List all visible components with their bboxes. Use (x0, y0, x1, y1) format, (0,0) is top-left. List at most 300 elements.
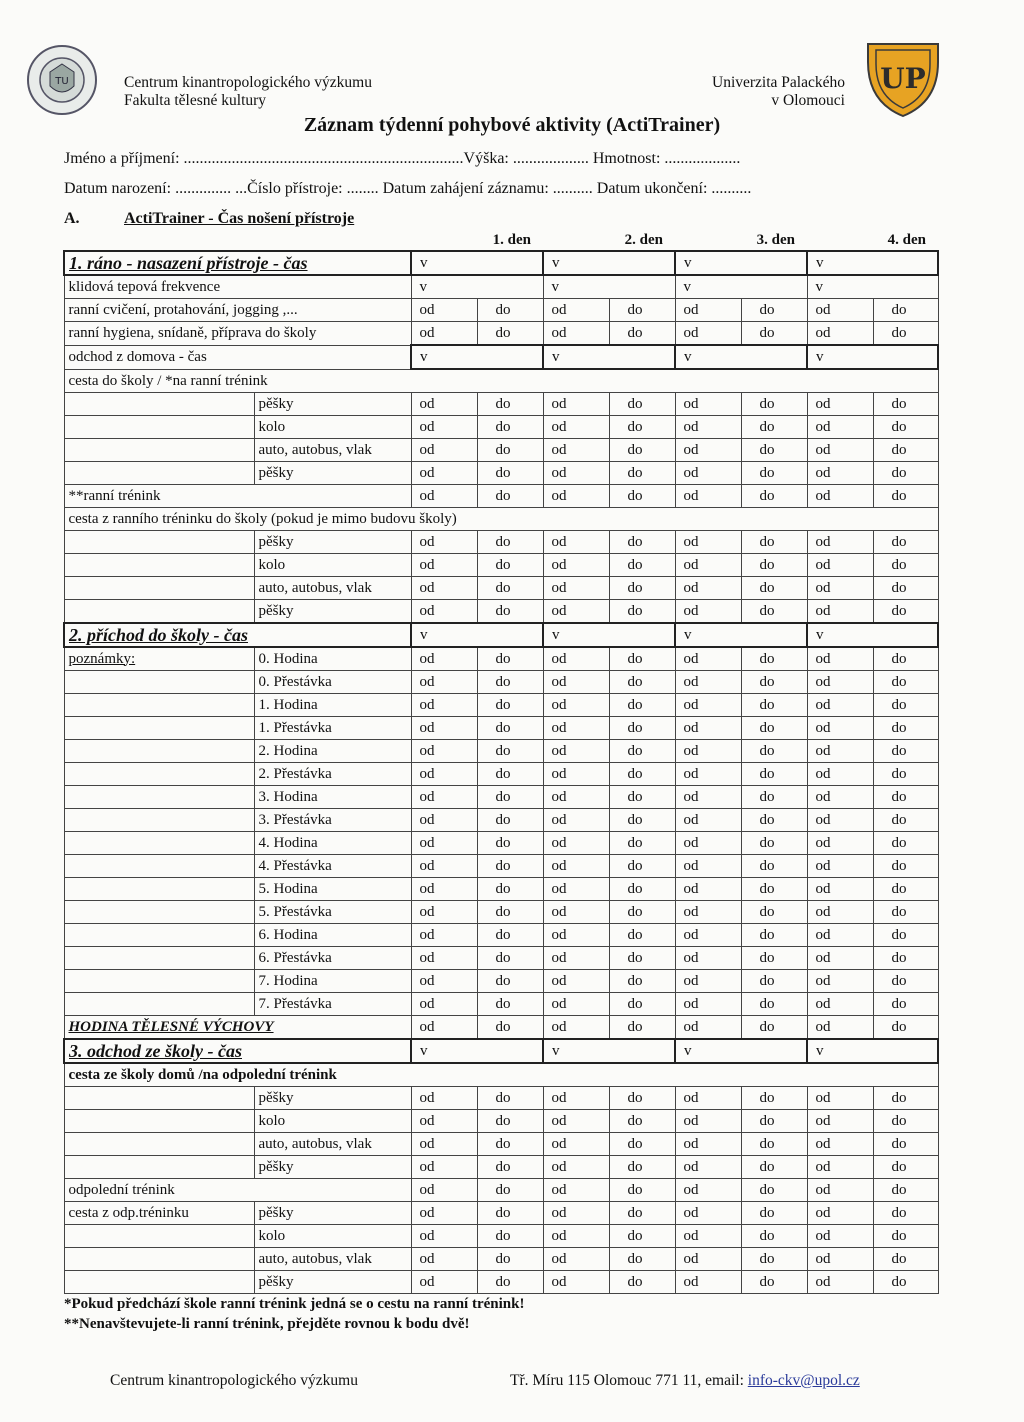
do-field[interactable]: do (741, 531, 807, 554)
od-field[interactable]: od (543, 901, 609, 924)
od-field[interactable]: od (675, 1110, 741, 1133)
do-field[interactable]: do (741, 947, 807, 970)
od-field[interactable]: od (543, 462, 609, 485)
do-field[interactable]: do (741, 855, 807, 878)
do-field[interactable]: do (873, 717, 938, 740)
do-field[interactable]: do (477, 416, 543, 439)
do-field[interactable]: do (477, 554, 543, 577)
time-field[interactable]: v (543, 345, 675, 369)
od-field[interactable]: od (807, 1179, 873, 1202)
do-field[interactable]: do (477, 970, 543, 993)
od-field[interactable]: od (411, 1225, 477, 1248)
od-field[interactable]: od (543, 878, 609, 901)
od-field[interactable]: od (543, 1271, 609, 1294)
do-field[interactable]: do (741, 878, 807, 901)
do-field[interactable]: do (873, 855, 938, 878)
time-field[interactable]: v (807, 251, 938, 275)
od-field[interactable]: od (411, 671, 477, 694)
do-field[interactable]: do (609, 1133, 675, 1156)
od-field[interactable]: od (807, 1248, 873, 1271)
od-field[interactable]: od (675, 809, 741, 832)
do-field[interactable]: do (609, 855, 675, 878)
od-field[interactable]: od (543, 439, 609, 462)
do-field[interactable]: do (873, 393, 938, 416)
do-field[interactable]: do (873, 439, 938, 462)
do-field[interactable]: do (477, 322, 543, 346)
do-field[interactable]: do (741, 299, 807, 322)
do-field[interactable]: do (477, 393, 543, 416)
do-field[interactable]: do (477, 901, 543, 924)
od-field[interactable]: od (807, 1110, 873, 1133)
od-field[interactable]: od (543, 763, 609, 786)
do-field[interactable]: do (609, 786, 675, 809)
od-field[interactable]: od (543, 740, 609, 763)
time-field[interactable]: v (411, 345, 543, 369)
od-field[interactable]: od (543, 671, 609, 694)
time-field[interactable]: v (675, 275, 807, 299)
do-field[interactable]: do (873, 970, 938, 993)
do-field[interactable]: do (741, 671, 807, 694)
od-field[interactable]: od (411, 924, 477, 947)
time-field[interactable]: v (675, 345, 807, 369)
od-field[interactable]: od (675, 901, 741, 924)
od-field[interactable]: od (807, 577, 873, 600)
od-field[interactable]: od (675, 577, 741, 600)
do-field[interactable]: do (741, 439, 807, 462)
do-field[interactable]: do (477, 577, 543, 600)
od-field[interactable]: od (543, 1225, 609, 1248)
do-field[interactable]: do (873, 322, 938, 346)
do-field[interactable]: do (477, 1202, 543, 1225)
od-field[interactable]: od (807, 600, 873, 624)
od-field[interactable]: od (807, 970, 873, 993)
do-field[interactable]: do (741, 393, 807, 416)
od-field[interactable]: od (807, 299, 873, 322)
od-field[interactable]: od (543, 393, 609, 416)
od-field[interactable]: od (675, 1016, 741, 1040)
do-field[interactable]: do (609, 763, 675, 786)
od-field[interactable]: od (543, 1016, 609, 1040)
do-field[interactable]: do (477, 1087, 543, 1110)
do-field[interactable]: do (873, 694, 938, 717)
od-field[interactable]: od (411, 554, 477, 577)
do-field[interactable]: do (873, 901, 938, 924)
do-field[interactable]: do (873, 947, 938, 970)
od-field[interactable]: od (807, 1202, 873, 1225)
od-field[interactable]: od (675, 878, 741, 901)
od-field[interactable]: od (543, 1202, 609, 1225)
do-field[interactable]: do (477, 299, 543, 322)
do-field[interactable]: do (741, 809, 807, 832)
do-field[interactable]: do (609, 1110, 675, 1133)
od-field[interactable]: od (543, 970, 609, 993)
od-field[interactable]: od (675, 554, 741, 577)
od-field[interactable]: od (675, 647, 741, 671)
od-field[interactable]: od (675, 531, 741, 554)
od-field[interactable]: od (807, 717, 873, 740)
footer-email-link[interactable]: info-ckv@upol.cz (747, 1372, 860, 1389)
od-field[interactable]: od (675, 393, 741, 416)
od-field[interactable]: od (543, 832, 609, 855)
od-field[interactable]: od (411, 901, 477, 924)
do-field[interactable]: do (741, 462, 807, 485)
do-field[interactable]: do (609, 439, 675, 462)
do-field[interactable]: do (741, 322, 807, 346)
do-field[interactable]: do (873, 1248, 938, 1271)
do-field[interactable]: do (873, 1133, 938, 1156)
od-field[interactable]: od (411, 393, 477, 416)
do-field[interactable]: do (741, 694, 807, 717)
time-field[interactable]: v (675, 251, 807, 275)
od-field[interactable]: od (807, 901, 873, 924)
od-field[interactable]: od (675, 763, 741, 786)
do-field[interactable]: do (873, 1156, 938, 1179)
od-field[interactable]: od (807, 671, 873, 694)
do-field[interactable]: do (609, 577, 675, 600)
od-field[interactable]: od (675, 322, 741, 346)
do-field[interactable]: do (477, 1248, 543, 1271)
od-field[interactable]: od (543, 1248, 609, 1271)
od-field[interactable]: od (675, 832, 741, 855)
od-field[interactable]: od (675, 1271, 741, 1294)
do-field[interactable]: do (741, 1156, 807, 1179)
od-field[interactable]: od (807, 1225, 873, 1248)
do-field[interactable]: do (609, 1179, 675, 1202)
do-field[interactable]: do (609, 832, 675, 855)
do-field[interactable]: do (873, 924, 938, 947)
od-field[interactable]: od (675, 416, 741, 439)
od-field[interactable]: od (411, 694, 477, 717)
do-field[interactable]: do (477, 462, 543, 485)
od-field[interactable]: od (411, 970, 477, 993)
time-field[interactable]: v (543, 1039, 675, 1063)
do-field[interactable]: do (609, 1248, 675, 1271)
od-field[interactable]: od (807, 855, 873, 878)
od-field[interactable]: od (411, 1087, 477, 1110)
od-field[interactable]: od (675, 924, 741, 947)
od-field[interactable]: od (807, 740, 873, 763)
od-field[interactable]: od (543, 924, 609, 947)
do-field[interactable]: do (609, 717, 675, 740)
od-field[interactable]: od (675, 740, 741, 763)
od-field[interactable]: od (675, 970, 741, 993)
od-field[interactable]: od (807, 809, 873, 832)
do-field[interactable]: do (477, 924, 543, 947)
do-field[interactable]: do (873, 299, 938, 322)
do-field[interactable]: do (873, 462, 938, 485)
do-field[interactable]: do (609, 694, 675, 717)
do-field[interactable]: do (873, 416, 938, 439)
do-field[interactable]: do (609, 299, 675, 322)
do-field[interactable]: do (609, 671, 675, 694)
od-field[interactable]: od (807, 485, 873, 508)
do-field[interactable]: do (873, 1225, 938, 1248)
od-field[interactable]: od (807, 947, 873, 970)
od-field[interactable]: od (411, 485, 477, 508)
do-field[interactable]: do (477, 786, 543, 809)
od-field[interactable]: od (807, 694, 873, 717)
od-field[interactable]: od (411, 647, 477, 671)
do-field[interactable]: do (609, 322, 675, 346)
time-field[interactable]: v (675, 1039, 807, 1063)
do-field[interactable]: do (609, 924, 675, 947)
do-field[interactable]: do (873, 531, 938, 554)
od-field[interactable]: od (411, 855, 477, 878)
do-field[interactable]: do (741, 1202, 807, 1225)
time-field[interactable]: v (807, 623, 938, 647)
od-field[interactable]: od (807, 554, 873, 577)
od-field[interactable]: od (675, 1248, 741, 1271)
od-field[interactable]: od (543, 855, 609, 878)
do-field[interactable]: do (477, 1133, 543, 1156)
od-field[interactable]: od (807, 786, 873, 809)
od-field[interactable]: od (543, 809, 609, 832)
od-field[interactable]: od (807, 1087, 873, 1110)
do-field[interactable]: do (741, 600, 807, 624)
do-field[interactable]: do (477, 1225, 543, 1248)
do-field[interactable]: do (609, 554, 675, 577)
od-field[interactable]: od (411, 1202, 477, 1225)
od-field[interactable]: od (807, 647, 873, 671)
do-field[interactable]: do (609, 947, 675, 970)
od-field[interactable]: od (543, 947, 609, 970)
od-field[interactable]: od (675, 1179, 741, 1202)
od-field[interactable]: od (675, 485, 741, 508)
do-field[interactable]: do (609, 1271, 675, 1294)
do-field[interactable]: do (873, 671, 938, 694)
do-field[interactable]: do (873, 1271, 938, 1294)
do-field[interactable]: do (477, 1110, 543, 1133)
od-field[interactable]: od (675, 439, 741, 462)
od-field[interactable]: od (675, 947, 741, 970)
do-field[interactable]: do (477, 647, 543, 671)
do-field[interactable]: do (609, 1156, 675, 1179)
od-field[interactable]: od (411, 1110, 477, 1133)
do-field[interactable]: do (477, 763, 543, 786)
od-field[interactable]: od (543, 577, 609, 600)
od-field[interactable]: od (807, 439, 873, 462)
od-field[interactable]: od (807, 878, 873, 901)
od-field[interactable]: od (411, 416, 477, 439)
do-field[interactable]: do (609, 1225, 675, 1248)
do-field[interactable]: do (609, 1087, 675, 1110)
do-field[interactable]: do (477, 1271, 543, 1294)
do-field[interactable]: do (477, 740, 543, 763)
do-field[interactable]: do (873, 993, 938, 1016)
do-field[interactable]: do (609, 809, 675, 832)
od-field[interactable]: od (543, 416, 609, 439)
od-field[interactable]: od (675, 1087, 741, 1110)
do-field[interactable]: do (477, 993, 543, 1016)
od-field[interactable]: od (411, 531, 477, 554)
od-field[interactable]: od (675, 1202, 741, 1225)
do-field[interactable]: do (873, 809, 938, 832)
do-field[interactable]: do (873, 878, 938, 901)
od-field[interactable]: od (543, 485, 609, 508)
do-field[interactable]: do (741, 740, 807, 763)
do-field[interactable]: do (477, 531, 543, 554)
do-field[interactable]: do (873, 1110, 938, 1133)
od-field[interactable]: od (411, 1016, 477, 1040)
od-field[interactable]: od (411, 1133, 477, 1156)
od-field[interactable]: od (675, 694, 741, 717)
od-field[interactable]: od (807, 1156, 873, 1179)
time-field[interactable]: v (411, 275, 543, 299)
do-field[interactable]: do (741, 1225, 807, 1248)
time-field[interactable]: v (543, 623, 675, 647)
od-field[interactable]: od (807, 1016, 873, 1040)
od-field[interactable]: od (807, 416, 873, 439)
do-field[interactable]: do (873, 1179, 938, 1202)
od-field[interactable]: od (675, 600, 741, 624)
od-field[interactable]: od (543, 993, 609, 1016)
do-field[interactable]: do (741, 416, 807, 439)
time-field[interactable]: v (411, 623, 543, 647)
od-field[interactable]: od (543, 322, 609, 346)
od-field[interactable]: od (675, 786, 741, 809)
do-field[interactable]: do (609, 970, 675, 993)
od-field[interactable]: od (543, 600, 609, 624)
do-field[interactable]: do (741, 763, 807, 786)
time-field[interactable]: v (807, 1039, 938, 1063)
od-field[interactable]: od (675, 1133, 741, 1156)
time-field[interactable]: v (411, 251, 543, 275)
do-field[interactable]: do (741, 970, 807, 993)
od-field[interactable]: od (543, 531, 609, 554)
do-field[interactable]: do (477, 600, 543, 624)
do-field[interactable]: do (477, 947, 543, 970)
do-field[interactable]: do (609, 1202, 675, 1225)
od-field[interactable]: od (807, 1133, 873, 1156)
od-field[interactable]: od (675, 855, 741, 878)
od-field[interactable]: od (675, 1156, 741, 1179)
od-field[interactable]: od (411, 832, 477, 855)
od-field[interactable]: od (411, 1179, 477, 1202)
do-field[interactable]: do (741, 924, 807, 947)
do-field[interactable]: do (741, 717, 807, 740)
do-field[interactable]: do (609, 485, 675, 508)
do-field[interactable]: do (609, 740, 675, 763)
do-field[interactable]: do (609, 901, 675, 924)
od-field[interactable]: od (675, 671, 741, 694)
od-field[interactable]: od (675, 462, 741, 485)
od-field[interactable]: od (807, 393, 873, 416)
do-field[interactable]: do (609, 393, 675, 416)
do-field[interactable]: do (741, 1087, 807, 1110)
od-field[interactable]: od (411, 462, 477, 485)
do-field[interactable]: do (609, 416, 675, 439)
do-field[interactable]: do (741, 1271, 807, 1294)
od-field[interactable]: od (807, 462, 873, 485)
time-field[interactable]: v (543, 251, 675, 275)
time-field[interactable]: v (411, 1039, 543, 1063)
do-field[interactable]: do (741, 485, 807, 508)
do-field[interactable]: do (741, 901, 807, 924)
do-field[interactable]: do (741, 1133, 807, 1156)
od-field[interactable]: od (543, 717, 609, 740)
od-field[interactable]: od (411, 947, 477, 970)
od-field[interactable]: od (411, 299, 477, 322)
time-field[interactable]: v (807, 345, 938, 369)
od-field[interactable]: od (543, 1179, 609, 1202)
do-field[interactable]: do (609, 462, 675, 485)
od-field[interactable]: od (411, 1271, 477, 1294)
od-field[interactable]: od (411, 1156, 477, 1179)
time-field[interactable]: v (807, 275, 938, 299)
od-field[interactable]: od (675, 299, 741, 322)
od-field[interactable]: od (543, 1133, 609, 1156)
do-field[interactable]: do (741, 647, 807, 671)
do-field[interactable]: do (741, 832, 807, 855)
do-field[interactable]: do (477, 832, 543, 855)
od-field[interactable]: od (411, 717, 477, 740)
do-field[interactable]: do (873, 740, 938, 763)
do-field[interactable]: do (741, 1110, 807, 1133)
do-field[interactable]: do (477, 1179, 543, 1202)
time-field[interactable]: v (675, 623, 807, 647)
do-field[interactable]: do (873, 786, 938, 809)
od-field[interactable]: od (543, 1156, 609, 1179)
do-field[interactable]: do (477, 878, 543, 901)
do-field[interactable]: do (477, 694, 543, 717)
od-field[interactable]: od (411, 577, 477, 600)
od-field[interactable]: od (675, 1225, 741, 1248)
do-field[interactable]: do (741, 577, 807, 600)
od-field[interactable]: od (411, 1248, 477, 1271)
od-field[interactable]: od (411, 809, 477, 832)
od-field[interactable]: od (411, 993, 477, 1016)
do-field[interactable]: do (741, 1248, 807, 1271)
od-field[interactable]: od (807, 763, 873, 786)
do-field[interactable]: do (477, 439, 543, 462)
do-field[interactable]: do (477, 1156, 543, 1179)
do-field[interactable]: do (609, 1016, 675, 1040)
od-field[interactable]: od (543, 1087, 609, 1110)
od-field[interactable]: od (411, 878, 477, 901)
od-field[interactable]: od (807, 832, 873, 855)
do-field[interactable]: do (873, 1202, 938, 1225)
do-field[interactable]: do (609, 531, 675, 554)
do-field[interactable]: do (741, 786, 807, 809)
do-field[interactable]: do (873, 485, 938, 508)
time-field[interactable]: v (543, 275, 675, 299)
od-field[interactable]: od (807, 924, 873, 947)
od-field[interactable]: od (411, 600, 477, 624)
do-field[interactable]: do (609, 647, 675, 671)
od-field[interactable]: od (543, 299, 609, 322)
do-field[interactable]: do (873, 1087, 938, 1110)
od-field[interactable]: od (411, 439, 477, 462)
od-field[interactable]: od (675, 717, 741, 740)
do-field[interactable]: do (873, 600, 938, 624)
od-field[interactable]: od (807, 993, 873, 1016)
od-field[interactable]: od (543, 1110, 609, 1133)
do-field[interactable]: do (873, 577, 938, 600)
do-field[interactable]: do (741, 554, 807, 577)
od-field[interactable]: od (411, 763, 477, 786)
do-field[interactable]: do (609, 600, 675, 624)
do-field[interactable]: do (477, 855, 543, 878)
do-field[interactable]: do (873, 832, 938, 855)
do-field[interactable]: do (477, 1016, 543, 1040)
od-field[interactable]: od (807, 531, 873, 554)
do-field[interactable]: do (609, 878, 675, 901)
od-field[interactable]: od (807, 1271, 873, 1294)
od-field[interactable]: od (807, 322, 873, 346)
do-field[interactable]: do (741, 993, 807, 1016)
do-field[interactable]: do (873, 763, 938, 786)
od-field[interactable]: od (543, 647, 609, 671)
